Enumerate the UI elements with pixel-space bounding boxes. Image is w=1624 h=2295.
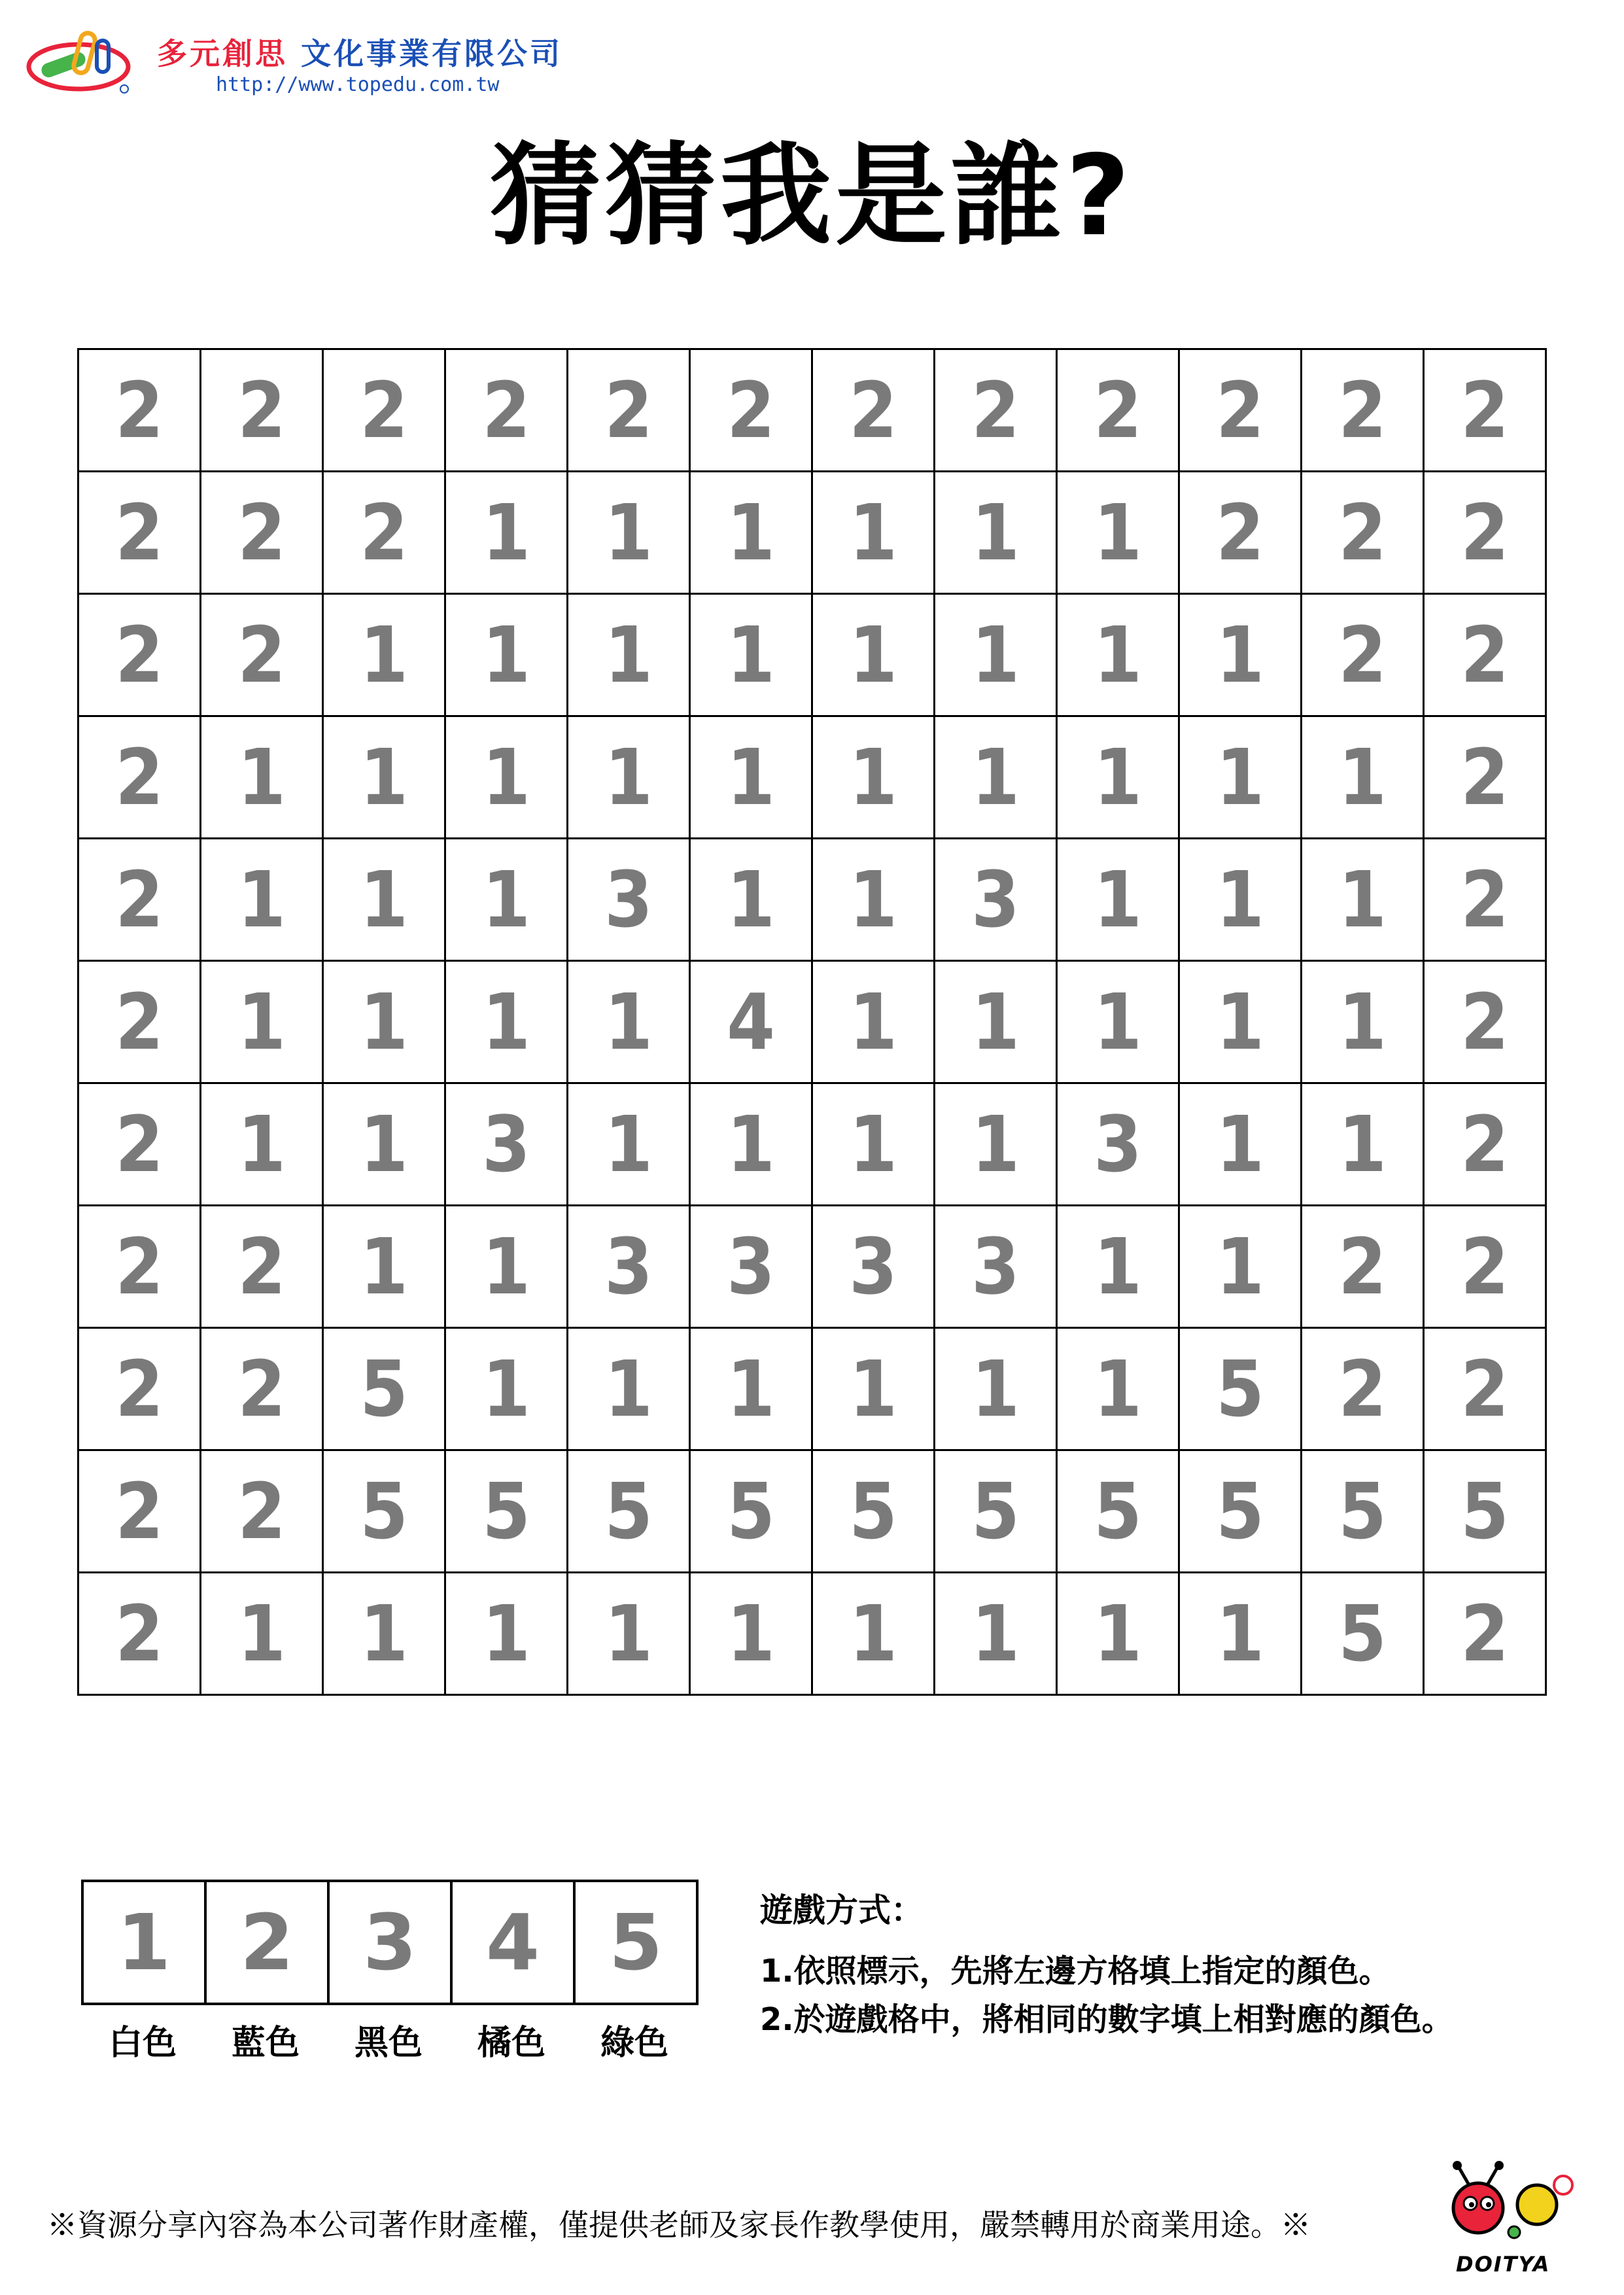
grid-cell[interactable]: 1	[568, 594, 690, 716]
legend-color-label: 黑色	[354, 2023, 423, 2063]
grid-cell[interactable]: 2	[1424, 1206, 1546, 1328]
grid-row	[78, 1450, 1546, 1573]
grid-cell[interactable]: 1	[323, 1573, 445, 1695]
grid-cell[interactable]: 2	[78, 716, 201, 839]
grid-cell[interactable]: 2	[1424, 1328, 1546, 1450]
grid-row	[78, 1206, 1546, 1328]
grid-cell[interactable]: 3	[1057, 1083, 1179, 1206]
grid-cell[interactable]: 2	[1302, 1206, 1424, 1328]
grid-cell[interactable]: 3	[445, 1083, 568, 1206]
grid-cell[interactable]: 1	[445, 594, 568, 716]
grid-cell[interactable]: 3	[812, 1206, 935, 1328]
number-grid	[77, 348, 1547, 1696]
grid-cell[interactable]: 1	[1057, 839, 1179, 961]
grid-cell[interactable]: 2	[1424, 1573, 1546, 1695]
legend-number-cell[interactable]: 4	[451, 1881, 574, 2004]
company-name-text: 文化事業有限公司	[301, 36, 563, 71]
grid-cell[interactable]: 3	[935, 839, 1057, 961]
grid-cell[interactable]: 1	[935, 1328, 1057, 1450]
grid-cell[interactable]: 1	[201, 716, 323, 839]
grid-cell[interactable]: 1	[812, 839, 935, 961]
legend-color-label: 藍色	[231, 2023, 300, 2063]
grid-cell[interactable]: 1	[1057, 472, 1179, 594]
grid-cell[interactable]: 2	[445, 349, 568, 472]
grid-cell[interactable]: 2	[1424, 594, 1546, 716]
grid-cell[interactable]: 5	[1057, 1450, 1179, 1573]
grid-cell[interactable]: 2	[935, 349, 1057, 472]
grid-cell[interactable]: 3	[568, 1206, 690, 1328]
grid-cell[interactable]: 4	[690, 961, 812, 1083]
grid-cell[interactable]: 1	[1057, 961, 1179, 1083]
grid-cell[interactable]: 1	[1057, 1328, 1179, 1450]
grid-row	[78, 1328, 1546, 1450]
grid-cell[interactable]: 2	[201, 349, 323, 472]
grid-cell[interactable]: 1	[323, 961, 445, 1083]
legend-number-cell[interactable]: 1	[82, 1881, 205, 2004]
grid-row	[78, 839, 1546, 961]
grid-cell[interactable]: 1	[568, 961, 690, 1083]
grid-cell[interactable]: 1	[812, 1328, 935, 1450]
legend-number-cell[interactable]: 2	[205, 1881, 328, 2004]
grid-cell[interactable]: 2	[1424, 472, 1546, 594]
grid-cell[interactable]: 1	[445, 1206, 568, 1328]
instruction-step: 1.依照標示，先將左邊方格填上指定的顏色。	[760, 1953, 1391, 1989]
grid-cell[interactable]: 1	[690, 716, 812, 839]
grid-cell[interactable]: 5	[1302, 1450, 1424, 1573]
grid-cell[interactable]: 2	[201, 1450, 323, 1573]
grid-cell[interactable]: 1	[935, 472, 1057, 594]
grid-cell[interactable]: 2	[812, 349, 935, 472]
grid-cell[interactable]: 1	[935, 716, 1057, 839]
grid-cell[interactable]: 5	[935, 1450, 1057, 1573]
company-url[interactable]: http://www.topedu.com.tw	[216, 73, 500, 96]
grid-cell[interactable]: 2	[201, 472, 323, 594]
grid-cell[interactable]: 3	[568, 839, 690, 961]
grid-cell[interactable]: 1	[1302, 839, 1424, 961]
grid-cell[interactable]: 2	[78, 1206, 201, 1328]
grid-cell[interactable]: 2	[78, 1328, 201, 1450]
grid-cell[interactable]: 1	[1302, 1083, 1424, 1206]
grid-cell[interactable]: 1	[445, 1328, 568, 1450]
grid-cell[interactable]: 1	[812, 1573, 935, 1695]
color-legend	[81, 1880, 699, 2005]
company-name	[157, 30, 562, 73]
grid-cell[interactable]: 2	[690, 349, 812, 472]
grid-row	[78, 349, 1546, 472]
grid-cell[interactable]: 5	[1302, 1573, 1424, 1695]
grid-cell[interactable]: 1	[1179, 839, 1302, 961]
legend-color-label: 橘色	[477, 2023, 545, 2063]
grid-cell[interactable]: 1	[1057, 1206, 1179, 1328]
grid-cell[interactable]: 2	[78, 839, 201, 961]
grid-cell[interactable]: 2	[78, 1573, 201, 1695]
grid-cell[interactable]: 2	[78, 472, 201, 594]
grid-cell[interactable]: 2	[201, 1328, 323, 1450]
grid-cell[interactable]: 1	[445, 472, 568, 594]
grid-cell[interactable]: 2	[1302, 472, 1424, 594]
grid-cell[interactable]: 2	[1302, 349, 1424, 472]
grid-cell[interactable]: 1	[568, 1573, 690, 1695]
legend-labels	[81, 2015, 696, 2064]
grid-cell[interactable]: 1	[935, 594, 1057, 716]
grid-cell[interactable]: 2	[1302, 1328, 1424, 1450]
grid-cell[interactable]: 1	[1179, 1573, 1302, 1695]
grid-cell[interactable]: 1	[445, 1573, 568, 1695]
grid-cell[interactable]: 1	[445, 961, 568, 1083]
grid-cell[interactable]: 3	[690, 1206, 812, 1328]
grid-cell[interactable]: 2	[1179, 472, 1302, 594]
grid-cell[interactable]: 5	[568, 1450, 690, 1573]
grid-cell[interactable]: 1	[323, 1206, 445, 1328]
grid-cell[interactable]: 1	[1302, 961, 1424, 1083]
grid-cell[interactable]: 1	[323, 594, 445, 716]
legend-number-cell[interactable]: 5	[574, 1881, 697, 2004]
grid-cell[interactable]: 1	[690, 472, 812, 594]
grid-cell[interactable]: 1	[812, 594, 935, 716]
grid-cell[interactable]: 1	[1179, 716, 1302, 839]
legend-color-label: 綠色	[600, 2023, 668, 2063]
grid-cell[interactable]: 1	[1179, 594, 1302, 716]
grid-cell[interactable]: 2	[78, 1450, 201, 1573]
grid-cell[interactable]: 2	[323, 472, 445, 594]
grid-cell[interactable]: 1	[201, 839, 323, 961]
grid-cell[interactable]: 1	[1302, 716, 1424, 839]
grid-cell[interactable]: 2	[1424, 349, 1546, 472]
grid-cell[interactable]: 2	[1302, 594, 1424, 716]
page-title: 猜猜我是誰?	[490, 131, 1134, 261]
grid-cell[interactable]: 1	[201, 1573, 323, 1695]
grid-cell[interactable]: 1	[568, 1328, 690, 1450]
grid-cell[interactable]: 1	[445, 716, 568, 839]
grid-cell[interactable]: 2	[78, 594, 201, 716]
grid-row	[78, 961, 1546, 1083]
grid-cell[interactable]: 5	[445, 1450, 568, 1573]
grid-cell[interactable]: 1	[690, 1083, 812, 1206]
grid-cell[interactable]: 5	[1179, 1328, 1302, 1450]
grid-cell[interactable]: 5	[323, 1328, 445, 1450]
grid-cell[interactable]: 2	[201, 1206, 323, 1328]
grid-cell[interactable]: 1	[1179, 1083, 1302, 1206]
grid-cell[interactable]: 2	[1057, 349, 1179, 472]
instruction-step: 2.於遊戲格中，將相同的數字填上相對應的顏色。	[760, 2001, 1453, 2039]
company-brand: 多元創思	[157, 36, 288, 71]
grid-cell[interactable]: 1	[690, 1328, 812, 1450]
grid-cell[interactable]: 2	[1424, 1083, 1546, 1206]
copyright-note: ※資源分享內容為本公司著作財產權，僅提供老師及家長作教學使用，嚴禁轉用於商業用途。※	[47, 2207, 1311, 2243]
grid-row	[78, 716, 1546, 839]
mascot-wordmark: DOITYA	[1456, 2252, 1551, 2277]
grid-cell[interactable]: 1	[690, 594, 812, 716]
grid-cell[interactable]: 5	[1424, 1450, 1546, 1573]
grid-cell[interactable]: 1	[690, 1573, 812, 1695]
grid-cell[interactable]: 1	[935, 1083, 1057, 1206]
grid-cell[interactable]: 1	[812, 1083, 935, 1206]
grid-cell[interactable]: 2	[1179, 349, 1302, 472]
grid-cell[interactable]: 1	[812, 472, 935, 594]
grid-cell[interactable]: 1	[812, 961, 935, 1083]
grid-cell[interactable]: 2	[568, 349, 690, 472]
grid-cell[interactable]: 2	[323, 349, 445, 472]
instructions-heading: 遊戲方式：	[760, 1891, 924, 1929]
grid-cell[interactable]: 1	[201, 961, 323, 1083]
grid-cell[interactable]: 1	[568, 1083, 690, 1206]
grid-cell[interactable]: 3	[935, 1206, 1057, 1328]
grid-cell[interactable]: 2	[201, 594, 323, 716]
grid-cell[interactable]: 1	[323, 1083, 445, 1206]
grid-cell[interactable]: 2	[1424, 961, 1546, 1083]
grid-cell[interactable]: 1	[690, 839, 812, 961]
grid-cell[interactable]: 2	[78, 1083, 201, 1206]
grid-cell[interactable]: 5	[812, 1450, 935, 1573]
grid-row	[78, 1573, 1546, 1695]
grid-row	[78, 1083, 1546, 1206]
grid-cell[interactable]: 1	[445, 839, 568, 961]
grid-row	[78, 472, 1546, 594]
grid-cell[interactable]: 1	[1057, 1573, 1179, 1695]
grid-cell[interactable]: 1	[935, 961, 1057, 1083]
grid-cell[interactable]: 1	[1179, 961, 1302, 1083]
grid-cell[interactable]: 5	[323, 1450, 445, 1573]
grid-cell[interactable]: 2	[1424, 839, 1546, 961]
grid-cell[interactable]: 1	[568, 716, 690, 839]
grid-cell[interactable]: 5	[690, 1450, 812, 1573]
legend-color-label: 白色	[108, 2023, 177, 2063]
legend-number-cell[interactable]: 3	[328, 1881, 451, 2004]
grid-cell[interactable]: 1	[1057, 594, 1179, 716]
grid-cell[interactable]: 2	[78, 961, 201, 1083]
grid-row	[78, 594, 1546, 716]
company-logo	[26, 26, 137, 95]
grid-cell[interactable]: 1	[323, 716, 445, 839]
grid-cell[interactable]: 1	[1179, 1206, 1302, 1328]
grid-cell[interactable]: 1	[1057, 716, 1179, 839]
grid-cell[interactable]: 1	[201, 1083, 323, 1206]
grid-cell[interactable]: 2	[78, 349, 201, 472]
grid-cell[interactable]: 1	[812, 716, 935, 839]
grid-cell[interactable]: 5	[1179, 1450, 1302, 1573]
grid-cell[interactable]: 1	[568, 472, 690, 594]
grid-cell[interactable]: 1	[935, 1573, 1057, 1695]
grid-cell[interactable]: 1	[323, 839, 445, 961]
grid-cell[interactable]: 2	[1424, 716, 1546, 839]
instructions	[760, 1884, 1453, 2044]
